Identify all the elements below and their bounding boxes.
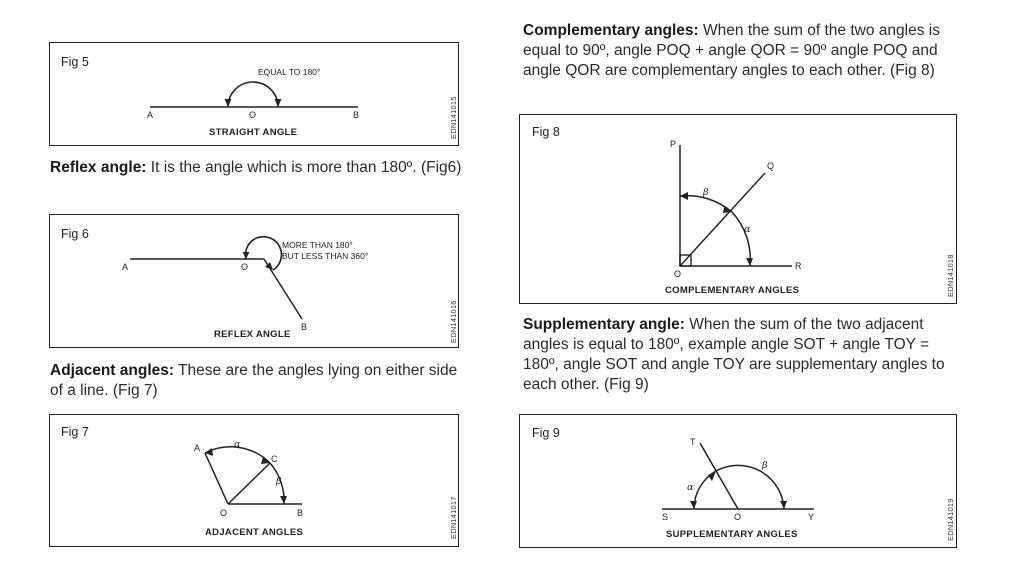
alpha-symbol: α bbox=[234, 439, 241, 450]
figure-5-straight-angle bbox=[49, 42, 459, 146]
alpha-symbol: α bbox=[744, 224, 751, 235]
point-s-label: S bbox=[662, 512, 669, 522]
point-a-label: A bbox=[122, 262, 129, 272]
point-a-label: A bbox=[194, 443, 201, 453]
figure-code: EDN141019 bbox=[946, 498, 955, 541]
point-b-label: B bbox=[301, 322, 308, 332]
point-t-label: T bbox=[690, 437, 696, 447]
figure-9-supplementary-angles bbox=[519, 414, 957, 548]
point-b-label: B bbox=[297, 508, 304, 518]
figure-8-complementary-angles bbox=[519, 114, 957, 304]
point-b-label: B bbox=[353, 110, 360, 120]
figure-caption: COMPLEMENTARY ANGLES bbox=[665, 285, 800, 296]
beta-symbol: β bbox=[276, 476, 282, 487]
figure-code: EDN141016 bbox=[449, 300, 458, 343]
figure-code: EDN141015 bbox=[449, 96, 458, 139]
point-o-label: O bbox=[241, 262, 249, 272]
point-q-label: Q bbox=[767, 161, 775, 171]
point-c-label: C bbox=[271, 454, 278, 464]
adjacent-angles-paragraph bbox=[50, 361, 462, 401]
point-r-label: R bbox=[795, 261, 802, 271]
point-p-label: P bbox=[670, 139, 677, 149]
reflex-angle-definition: It is the angle which is more than 180º. (Fig6) bbox=[146, 159, 462, 176]
figure-6-reflex-angle bbox=[49, 214, 459, 348]
point-o-label: O bbox=[249, 110, 257, 120]
figure-caption: SUPPLEMENTARY ANGLES bbox=[666, 529, 798, 540]
figure-caption: REFLEX ANGLE bbox=[214, 329, 291, 340]
complementary-angles-diagram bbox=[520, 115, 958, 305]
supplementary-angle-paragraph bbox=[523, 315, 959, 395]
figure-caption: STRAIGHT ANGLE bbox=[209, 127, 298, 138]
supplementary-angle-term: Supplementary angle: bbox=[523, 316, 685, 333]
figure-label: Fig 5 bbox=[61, 55, 89, 69]
figure-label: Fig 8 bbox=[532, 125, 560, 139]
figure-label: Fig 6 bbox=[61, 227, 89, 241]
figure-label: Fig 9 bbox=[532, 426, 560, 440]
figure-code: EDN141018 bbox=[946, 254, 955, 297]
figure-label: Fig 7 bbox=[61, 425, 89, 439]
point-o-label: O bbox=[220, 508, 228, 518]
beta-symbol: β bbox=[703, 187, 709, 198]
reflex-angle-term: Reflex angle: bbox=[50, 159, 147, 176]
equal-180-note: EQUAL TO 180° bbox=[258, 67, 321, 77]
point-a-label: A bbox=[147, 110, 154, 120]
adjacent-angles-term: Adjacent angles: bbox=[50, 362, 175, 379]
reflex-angle-paragraph bbox=[50, 158, 462, 178]
point-y-label: Y bbox=[808, 512, 815, 522]
complementary-angles-term: Complementary angles: bbox=[523, 22, 699, 39]
more-than-180-note: MORE THAN 180° bbox=[282, 240, 353, 250]
complementary-angles-paragraph bbox=[523, 21, 959, 81]
point-o-label: O bbox=[674, 269, 682, 279]
less-than-360-note: BUT LESS THAN 360° bbox=[282, 251, 369, 261]
figure-code: EDN141017 bbox=[449, 496, 458, 539]
adjacent-angles-definition: These are the angles lying on either side of a line. (Fig 7) bbox=[50, 362, 458, 399]
point-o-label: O bbox=[734, 512, 742, 522]
beta-symbol: β bbox=[762, 460, 768, 471]
alpha-symbol: α bbox=[687, 482, 694, 493]
complementary-angles-definition: When the sum of the two angles is equal to 90º, angle POQ + angle QOR = 90º angle POQ and angle QOR are complementary angles to each other. (Fig 8) bbox=[523, 22, 940, 79]
figure-7-adjacent-angles bbox=[49, 414, 459, 547]
figure-caption: ADJACENT ANGLES bbox=[205, 527, 304, 538]
supplementary-angle-definition: When the sum of the two adjacent angles is equal to 180º, example angle SOT + angle TOY = 180º, angle SOT and angle TOY are supplementary angles to each other. (Fig 9) bbox=[523, 316, 945, 393]
